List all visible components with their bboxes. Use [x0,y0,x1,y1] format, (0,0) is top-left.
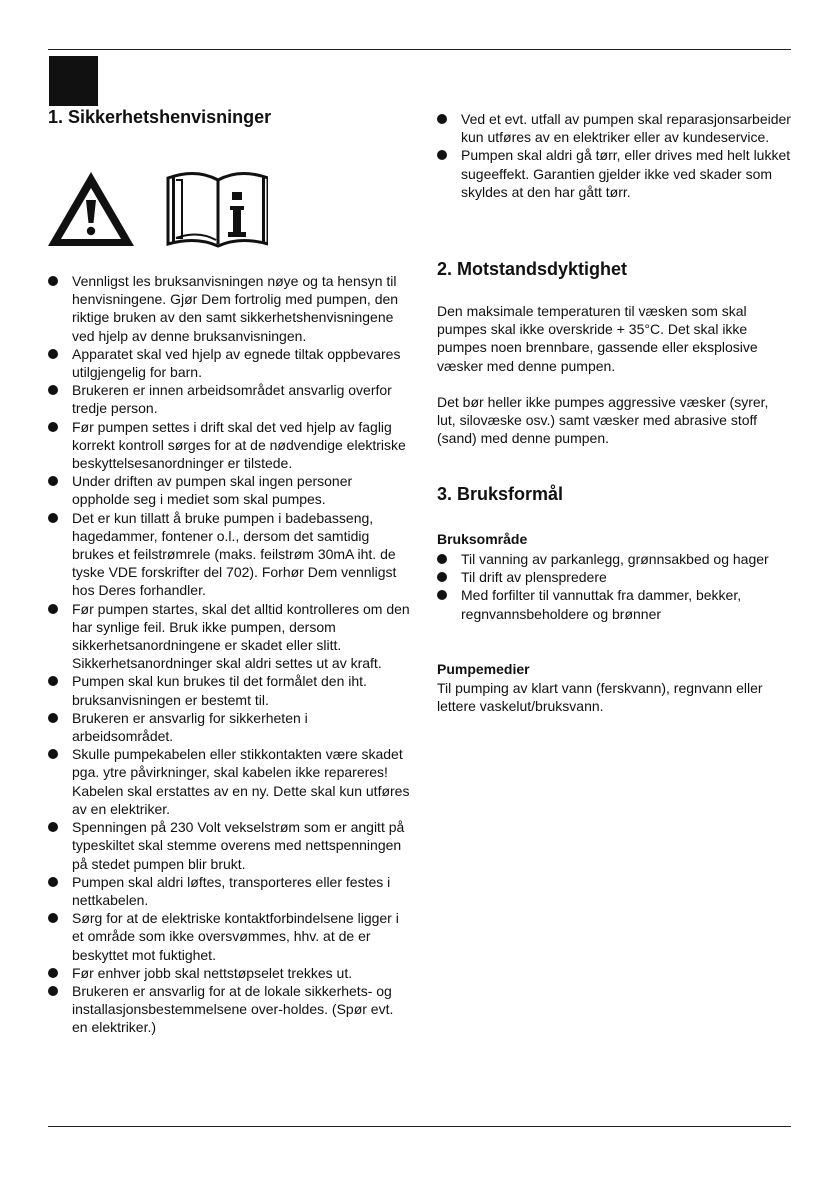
list-item-text: Før pumpen settes i drift skal det ved hjelp av faglig korrekt kontroll sørges for at de nødvendige elektriske beskyttelsesanordninger er tilstede. [72,418,406,472]
bullet-icon [48,676,58,686]
bullet-icon [48,968,58,978]
list-item [437,586,777,622]
list-item [437,110,797,146]
list-item [48,982,410,1037]
list-item-text: Brukeren er innen arbeidsområdet ansvarlig overfor tredje person. [72,382,392,417]
list-item-text: Brukeren er ansvarlig for sikkerheten i arbeidsområdet. [72,709,308,745]
list-item [437,550,777,568]
list-item [48,818,410,873]
section2-heading: 2. Motstandsdyktighet [437,259,628,279]
bullet-icon [437,554,447,564]
list-item [437,568,777,586]
list-item-text: Med forfilter til vannuttak fra dammer, bekker, regnvannsbeholdere og brønner [461,587,742,622]
list-item-text: Skulle pumpekabelen eller stikkontakten være skadet pga. ytre påvirkninger, skal kabelen ikke repareres! Kabelen skal erstattes av en ny. Dette skal kun utføres av en elektriker. [72,746,410,817]
manual-info-icon [168,173,268,246]
list-item-text: Pumpen skal kun brukes til det formålet den iht. bruksanvisningen er bestemt til. [72,673,367,708]
list-item-text: Brukeren er ansvarlig for at de lokale sikkerhets- og installasjonsbestemmelsene over-holdes. (Spør evt. en elektriker.) [72,982,394,1036]
list-item [48,745,410,818]
list-item-text: Til drift av plenspredere [461,569,607,586]
list-item-text: Pumpen skal aldri løftes, transporteres eller festes i nettkabelen. [72,873,391,908]
usage-list [437,550,777,623]
bullet-icon [48,385,58,395]
bullet-icon [48,604,58,614]
list-item [48,509,410,600]
bullet-icon [437,572,447,582]
bullet-icon [48,822,58,832]
safety-list-continued [437,110,797,201]
section-marker [49,56,98,106]
bullet-icon [48,986,58,996]
list-item-text: Vennligst les bruksanvisningen nøye og ta hensyn til henvisningene. Gjør Dem fortrolig med pumpen, den riktige bruken av den samt sikkerhetshenvisningene ved hjelp av denne bruksanvisningen. [72,273,399,344]
list-item-text: Apparatet skal ved hjelp av egnede tiltak oppbevares utilgjengelig for barn. [72,345,401,381]
list-item [48,672,410,708]
bullet-icon [48,713,58,723]
warning-triangle-icon [48,168,268,250]
list-item [48,472,410,508]
bullet-icon [48,422,58,432]
safety-icons [48,168,268,250]
header-rule [48,49,791,50]
list-item [48,345,410,381]
list-item-text: Under driften av pumpen skal ingen personer oppholde seg i mediet som skal pumpes. [72,473,353,508]
list-item [437,146,797,201]
list-item [48,709,410,745]
list-item [48,964,410,982]
list-item-text: Spenningen på 230 Volt vekselstrøm som er angitt på typeskiltet skal stemme overens med nettspenningen på stedet pumpen blir brukt. [72,819,405,872]
bullet-icon [48,276,58,286]
bullet-icon [48,913,58,923]
list-item-text: Det er kun tillatt å bruke pumpen i badebasseng, hagedammer, fontener o.l., dersom det samtidig brukes et feilstrømrele (maks. feilstrøm 30mA iht. de tyske VDE forskrifter del 702). Forhør Dem vennligst hos Deres forhandler. [72,509,397,599]
bullet-icon [48,749,58,759]
list-item [48,381,410,417]
section1-heading: 1. Sikkerhetshenvisninger [48,107,272,127]
footer-rule [48,1126,791,1127]
list-item-text: Pumpen skal aldri gå tørr, eller drives med helt lukket sugeeffekt. Garantien gjelder ikke ved skader som skyldes at den har gått tørr. [461,147,791,200]
safety-list [48,272,410,1037]
list-item-text: Før enhver jobb skal nettstøpselet trekkes ut. [72,964,353,981]
subheading-bruksomrade: Bruksområde [437,531,528,547]
list-item-text: Til vanning av parkanlegg, grønnsakbed og hager [461,551,769,567]
section2-paragraph-1: Den maksimale temperaturen til væsken som skal pumpes skal ikke overskride + 35°C. Det skal ikke pumpes noen brennbare, gassende eller eksplosive væsker med denne pumpen. [437,303,758,374]
list-item [48,600,410,673]
list-item-text: Sørg for at de elektriske kontaktforbindelsene ligger i et område som ikke oversvømmes, hhv. at de er beskyttet mot fuktighet. [72,910,399,963]
bullet-icon [48,476,58,486]
list-item [48,909,410,964]
section2-paragraph-2: Det bør heller ikke pumpes aggressive væsker (syrer, lut, silovæske osv.) samt væsker med abrasive stoff (sand) med denne pumpen. [437,394,769,447]
list-item [48,418,410,473]
pump-media-text: Til pumping av klart vann (ferskvann), regnvann eller lettere vaskelut/bruksvann. [437,680,763,715]
list-item-text: Før pumpen startes, skal det alltid kontrolleres om den har synlige feil. Bruk ikke pumpen, dersom sikkerhetsanordningene er skadet eller slitt. Sikkerhetsanordninger skal aldri settes ut av kraft. [72,600,410,672]
list-item [48,873,410,909]
subheading-pumpemedier: Pumpemedier [437,661,530,677]
list-item [48,272,410,345]
list-item-text: Ved et evt. utfall av pumpen skal reparasjonsarbeider kun utføres av en elektriker eller av kundeservice. [461,111,791,146]
bullet-icon [437,590,447,600]
bullet-icon [437,114,447,124]
bullet-icon [48,877,58,887]
bullet-icon [437,150,447,160]
bullet-icon [48,349,58,359]
section3-heading: 3. Bruksformål [437,484,564,504]
bullet-icon [48,513,58,523]
